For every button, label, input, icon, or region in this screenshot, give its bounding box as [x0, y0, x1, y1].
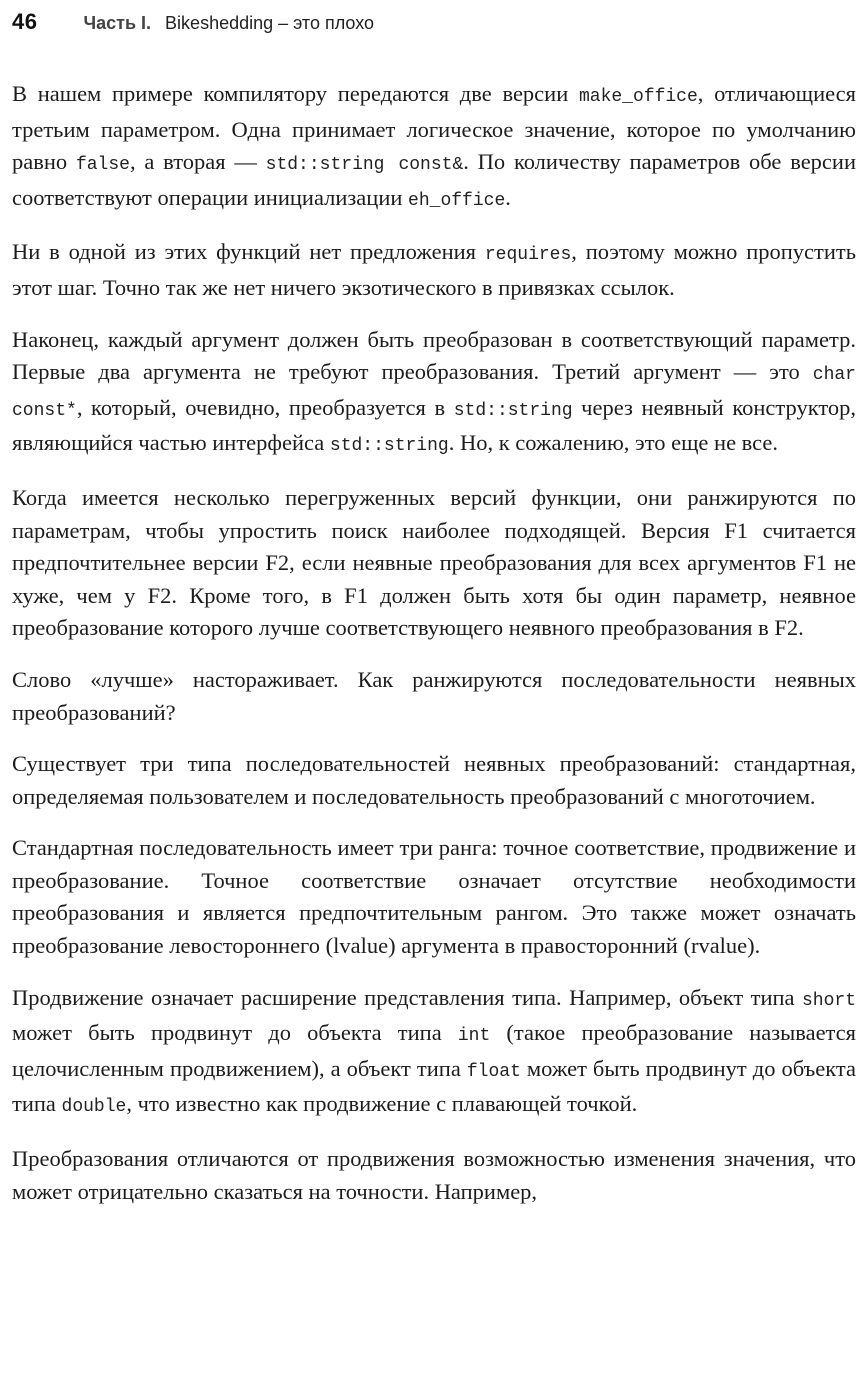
inline-code: requires	[484, 245, 572, 266]
text-run: , поэтому можно пропустить этот шаг. Точно так же нет ничего экзотического в привязках ссылок.	[12, 239, 857, 300]
paragraph	[12, 482, 856, 645]
inline-code: make_office	[578, 87, 698, 107]
inline-code: std::string	[329, 436, 449, 457]
running-title: Bikeshedding – это плохо	[165, 13, 375, 33]
text-run: Продвижение означает расширение представления типа. Например, объект типа	[12, 984, 802, 1010]
text-run: , отличающиеся третьим параметром. Одна принимает логическое значение, которое по умолчанию равно	[12, 81, 856, 175]
text-run: , который, очевидно, преобразуется в	[76, 394, 454, 420]
text-run: , что известно как продвижение с плавающей точкой.	[126, 1091, 638, 1117]
running-head	[12, 9, 374, 43]
paragraph	[12, 982, 856, 1124]
inline-code: std::string	[453, 400, 573, 421]
paragraph	[12, 1143, 856, 1208]
text-run: Слово «лучше» настораживает. Как ранжируются последовательности неявных преобразований?	[12, 666, 856, 725]
inline-code: false	[75, 155, 130, 176]
paragraph	[12, 236, 856, 304]
text-run: .	[505, 184, 511, 210]
paragraph	[12, 832, 856, 962]
inline-code: double	[61, 1097, 127, 1118]
text-run: Существует три типа последовательностей неявных преобразований: стандартная, определяемая пользователем и последовательность преобразований с многоточием.	[12, 751, 856, 809]
inline-code: std::string const&	[265, 155, 464, 176]
paragraph	[12, 78, 856, 217]
inline-code: char const*	[12, 365, 856, 421]
text-run: В нашем примере компилятору передаются две версии	[12, 81, 579, 106]
text-run: Стандартная последовательность имеет три ранга: точное соответствие, продвижение и преобразование. Точное соответствие означает отсутствие необходимости преобразования и является предпочтительным рангом. Это также может означать преобразование левостороннего (lvalue) аргумента в правосторонний (rvalue).	[12, 835, 856, 959]
text-run: . Но, к сожалению, это еще не все.	[448, 430, 779, 456]
text-run: может быть продвинут до объекта типа	[12, 1020, 458, 1046]
inline-code: short	[801, 990, 856, 1011]
text-run: Наконец, каждый аргумент должен быть преобразован в соответствующий параметр. Первые два аргумента не требуют преобразования. Третий аргумент — это	[12, 326, 856, 385]
paragraph	[12, 664, 856, 729]
page-number: 46	[12, 9, 38, 34]
inline-code: float	[466, 1061, 521, 1082]
part-label: Часть I.	[83, 13, 152, 33]
paragraph	[12, 748, 856, 813]
text-run: , а вторая —	[129, 149, 266, 175]
paragraph	[12, 324, 856, 463]
inline-code: int	[457, 1026, 491, 1047]
inline-code: eh_office	[408, 190, 506, 211]
text-run: (такое преобразование называется целочисленным продвижением), а объект типа	[12, 1020, 856, 1081]
text-run: через неявный конструктор, являющийся частью интерфейса	[12, 394, 856, 456]
text-run: Ни в одной из этих функций нет предложения	[12, 239, 485, 265]
text-run: Преобразования отличаются от продвижения возможностью изменения значения, что может отрицательно сказаться на точности. Например,	[12, 1146, 856, 1204]
text-run: может быть продвинут до объекта типа	[12, 1055, 856, 1117]
text-run: Когда имеется несколько перегруженных версий функции, они ранжируются по параметрам, чтобы упростить поиск наиболее подходящей. Версия F1 считается предпочтительнее версии F2, если неявные преобразования для всех аргументов F1 не хуже, чем у F2. Кроме того, в F1 должен быть хотя бы один параметр, неявное преобразование которого лучше соответствующего неявного преобразования в F2.	[12, 484, 856, 641]
text-run: . По количеству параметров обе версии соответствуют операции инициализации	[12, 149, 857, 210]
body-text	[12, 78, 856, 1227]
